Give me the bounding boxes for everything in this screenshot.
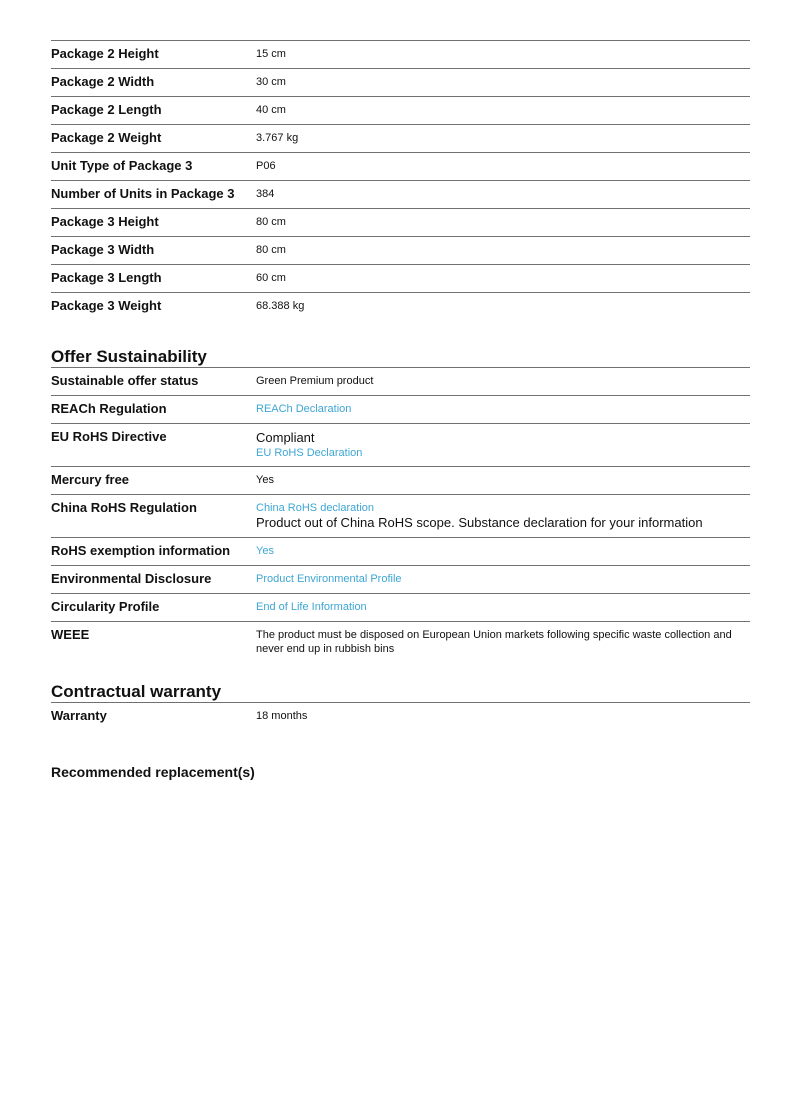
table-row xyxy=(51,180,750,208)
table-row xyxy=(51,494,750,537)
row-value: 40 cm xyxy=(256,104,286,116)
table-row xyxy=(51,395,750,423)
row-value: 80 cm xyxy=(256,216,286,228)
row-label: Warranty xyxy=(51,708,107,723)
table-row xyxy=(51,466,750,494)
row-value: 3.767 kg xyxy=(256,132,299,144)
table-row xyxy=(51,565,750,593)
table-row xyxy=(51,593,750,621)
table-row xyxy=(51,423,750,466)
table-row xyxy=(51,40,750,68)
row-value: 384 xyxy=(256,188,275,200)
row-value: 15 cm xyxy=(256,48,286,60)
reach-declaration-link[interactable]: REACh Declaration xyxy=(256,403,352,415)
row-label: Sustainable offer status xyxy=(51,373,199,388)
row-label: Mercury free xyxy=(51,472,130,487)
row-label: REACh Regulation xyxy=(51,401,167,416)
row-label: Package 2 Height xyxy=(51,46,159,61)
environmental-profile-link[interactable]: Product Environmental Profile xyxy=(256,573,402,585)
row-label: Number of Units in Package 3 xyxy=(51,186,235,201)
table-row xyxy=(51,367,750,395)
row-value: 60 cm xyxy=(256,272,286,284)
table-row xyxy=(51,208,750,236)
table-row xyxy=(51,152,750,180)
row-label: WEEE xyxy=(51,627,90,642)
row-value: Compliant xyxy=(256,430,315,445)
row-label: Circularity Profile xyxy=(51,599,160,614)
row-label: Package 2 Width xyxy=(51,74,155,89)
table-row xyxy=(51,621,750,665)
end-of-life-link[interactable]: End of Life Information xyxy=(256,601,367,613)
row-value: 80 cm xyxy=(256,244,286,256)
row-value: 68.388 kg xyxy=(256,300,305,312)
row-value: Green Premium product xyxy=(256,375,374,387)
row-value: 18 months xyxy=(256,710,308,722)
table-row xyxy=(51,702,750,730)
table-row xyxy=(51,537,750,565)
row-label: Unit Type of Package 3 xyxy=(51,158,193,173)
row-label: RoHS exemption information xyxy=(51,543,231,558)
china-rohs-declaration-link[interactable]: China RoHS declaration xyxy=(256,502,375,514)
row-label: Package 3 Length xyxy=(51,270,162,285)
row-label: Package 2 Length xyxy=(51,102,162,117)
datasheet-page xyxy=(51,40,750,781)
row-value: P06 xyxy=(256,160,276,172)
row-label: Package 2 Weight xyxy=(51,130,162,145)
section-title-warranty: Contractual warranty xyxy=(51,682,222,701)
row-label: China RoHS Regulation xyxy=(51,500,197,515)
table-row xyxy=(51,124,750,152)
table-row xyxy=(51,96,750,124)
row-value: 30 cm xyxy=(256,76,286,88)
eu-rohs-declaration-link[interactable]: EU RoHS Declaration xyxy=(256,447,363,459)
row-label: Package 3 Height xyxy=(51,214,159,229)
rohs-exemption-link[interactable]: Yes xyxy=(256,545,274,557)
table-row xyxy=(51,236,750,264)
section-title-sustainability: Offer Sustainability xyxy=(51,347,207,366)
row-value: The product must be disposed on European Union markets following specific waste collection and never end up in rubbish bins xyxy=(256,629,732,655)
row-label: Environmental Disclosure xyxy=(51,571,212,586)
table-row xyxy=(51,68,750,96)
row-value: Product out of China RoHS scope. Substance declaration for your information xyxy=(256,515,703,530)
table-row xyxy=(51,264,750,292)
row-value: Yes xyxy=(256,474,274,486)
recommended-replacements-heading: Recommended replacement(s) xyxy=(51,764,255,780)
table-row xyxy=(51,292,750,320)
row-label: Package 3 Width xyxy=(51,242,155,257)
row-label: Package 3 Weight xyxy=(51,298,162,313)
row-label: EU RoHS Directive xyxy=(51,429,167,444)
